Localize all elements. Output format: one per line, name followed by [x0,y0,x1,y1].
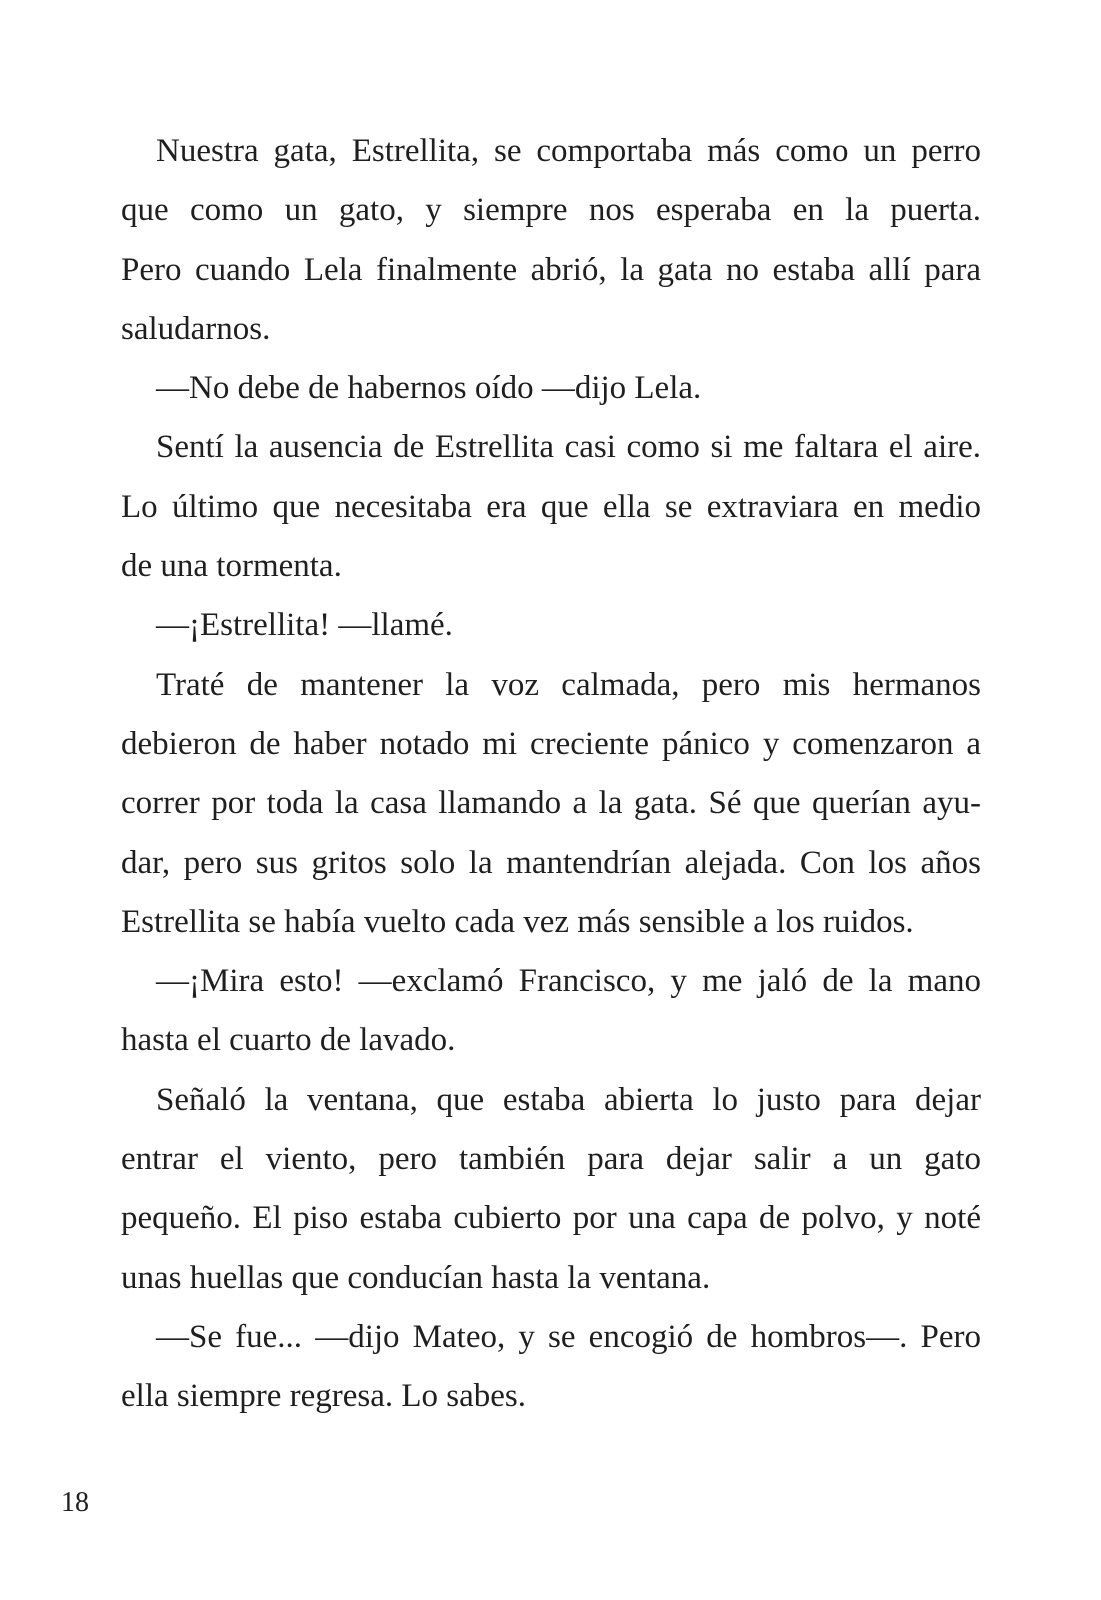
text-line: Pero cuando Lela finalmente abrió, la gata no estaba allí para [121,251,981,288]
text-line: ella siempre regresa. Lo sabes. [121,1378,526,1415]
text-line: dar, pero sus gritos solo la mantendrían alejada. Con los años [121,844,981,881]
text-line: correr por toda la casa llamando a la gata. Sé que querían ayu- [121,785,981,822]
text-line: —No debe de habernos oído —dijo Lela. [156,370,702,407]
text-line: Lo último que necesitaba era que ella se extraviara en medio [121,488,981,525]
book-page-text [121,122,981,1427]
text-line: entrar el viento, pero también para dejar salir a un gato [121,1141,981,1178]
text-line: Estrellita se había vuelto cada vez más sensible a los ruidos. [121,903,914,940]
text-line: —¡Estrellita! —llamé. [156,607,453,644]
text-line: Sentí la ausencia de Estrellita casi como si me faltara el aire. [156,429,981,466]
text-line: Traté de mantener la voz calmada, pero mis hermanos [156,666,981,703]
text-line: —¡Mira esto! —exclamó Francisco, y me jaló de la mano [156,963,981,1000]
text-line: debieron de haber notado mi creciente pánico y comenzaron a [121,725,981,762]
text-line: saludarnos. [121,310,271,347]
text-line: pequeño. El piso estaba cubierto por una capa de polvo, y noté [121,1200,981,1237]
text-line: hasta el cuarto de lavado. [121,1022,456,1059]
text-line: unas huellas que conducían hasta la ventana. [121,1259,711,1296]
text-line: que como un gato, y siempre nos esperaba en la puerta. [121,192,981,229]
text-line: Señaló la ventana, que estaba abierta lo justo para dejar [156,1081,981,1118]
page-number: 18 [61,1487,89,1518]
text-line: de una tormenta. [121,548,342,585]
text-line: —Se fue... —dijo Mateo, y se encogió de hombros—. Pero [156,1318,981,1355]
text-line: Nuestra gata, Estrellita, se comportaba más como un perro [156,133,981,169]
